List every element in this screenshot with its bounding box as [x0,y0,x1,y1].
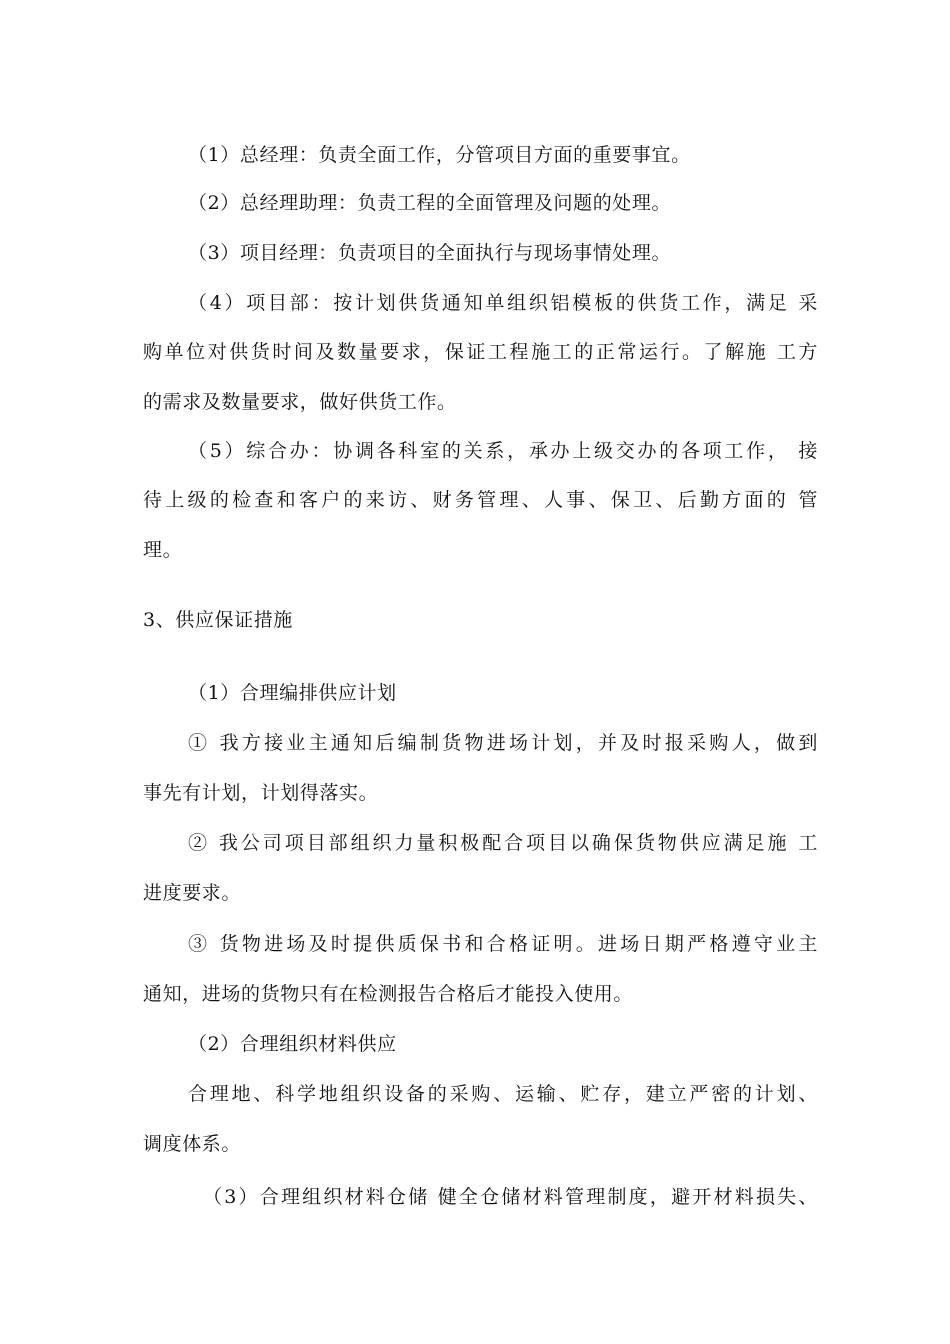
duty-general-manager: （1）总经理：负责全面工作，分管项目方面的重要事宜。 [188,144,691,166]
duty-assistant-manager: （2）总经理助理：负责工程的全面管理及问题的处理。 [188,192,672,214]
subsection-material-supply: （2）合理组织材料供应 [188,1033,397,1055]
supply-plan-item-1-line-2: 事先有计划，计划得落实。 [143,782,379,804]
duty-general-office-line-2: 待上级的检查和客户的来访、财务管理、人事、保卫、后勤方面的 管 [143,489,818,511]
supply-plan-item-3-line-2: 通知，进场的货物只有在检测报告合格后才能投入使用。 [143,983,634,1005]
supply-plan-item-2-line-1: ② 我公司项目部组织力量积极配合项目以确保货物供应满足施 工 [188,832,818,854]
material-supply-line-2: 调度体系。 [143,1133,242,1155]
section-heading-supply-guarantee: 3、供应保证措施 [143,609,293,631]
subsection-supply-plan: （1）合理编排供应计划 [188,682,397,704]
duty-project-dept-line-3: 的需求及数量要求，做好供货工作。 [143,391,457,413]
duty-general-office-line-1: （5）综合办：协调各科室的关系，承办上级交办的各项工作， 接 [188,440,818,462]
duty-project-dept-line-2: 购单位对供货时间及数量要求，保证工程施工的正常运行。了解施 工方 [143,341,818,363]
subsection-material-storage: （3）合理组织材料仓储 健全仓储材料管理制度，避开材料损失、 [203,1186,818,1208]
supply-plan-item-2-line-2: 进度要求。 [143,882,242,904]
supply-plan-item-3-line-1: ③ 货物进场及时提供质保书和合格证明。进场日期严格遵守业主 [188,933,818,955]
duty-general-office-line-3: 理。 [143,539,183,561]
material-supply-line-1: 合理地、科学地组织设备的采购、运输、贮存，建立严密的计划、 [188,1083,818,1105]
duty-project-dept-line-1: （4）项目部：按计划供货通知单组织铝模板的供货工作，满足 采 [188,292,818,314]
duty-project-manager: （3）项目经理：负责项目的全面执行与现场事情处理。 [188,242,672,264]
supply-plan-item-1-line-1: ① 我方接业主通知后编制货物进场计划，并及时报采购人，做到 [188,732,818,754]
